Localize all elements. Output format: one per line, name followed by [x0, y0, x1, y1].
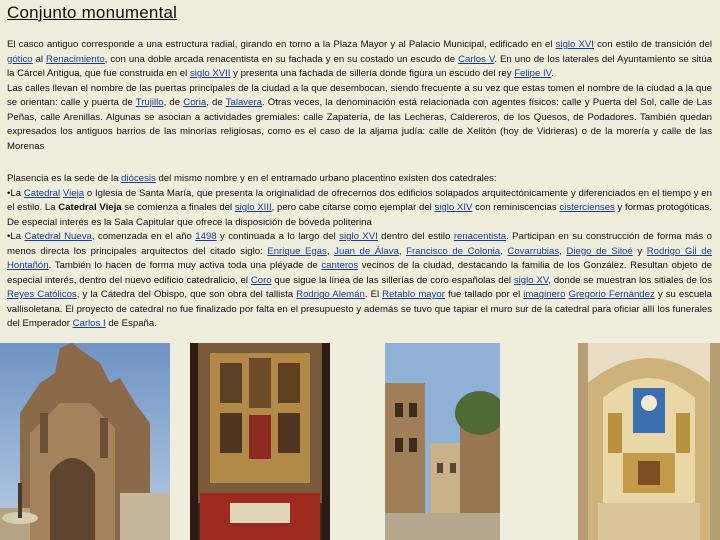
text: fue tallado por el: [444, 289, 524, 300]
text: El casco antiguo corresponde a una estructura radial, girando en torno a la Plaza Mayor y al Palacio Municipal, edificado en el: [7, 39, 556, 50]
link-siglo-xiii[interactable]: siglo XIII: [234, 202, 272, 213]
text: vecinos de la ciudad, destacando la familia de los González. Resultan objeto de especial interés, dentro del nuevo edificio catedralicio, el: [7, 260, 712, 286]
text: con estilo de transición del: [593, 39, 712, 50]
text: Las calles llevan el nombre de las puertas principales de la ciudad a la que desembocan, siendo frecuente a su vez que estas tomen el nombre de la ciudad a la que se orientan: calle y puerta de: [7, 82, 712, 108]
link-siglo-xvi-2[interactable]: siglo XVI: [339, 231, 378, 242]
link-renacimiento[interactable]: Renacimiento: [46, 53, 105, 65]
link-siglo-xv[interactable]: siglo XV: [513, 274, 549, 286]
text: ,: [398, 245, 407, 257]
text: ,: [500, 245, 508, 257]
link-felipe-iv[interactable]: Felipe IV: [514, 68, 552, 79]
baroque-altarpiece-photo: [578, 343, 720, 540]
link-covarrubias[interactable]: Covarrubias: [507, 245, 560, 257]
link-gregorio-fernandez[interactable]: Gregorio Fernández: [568, 289, 655, 300]
link-carlos-i[interactable]: Carlos I: [72, 318, 106, 329]
text: , de: [163, 97, 184, 108]
link-diego-de-siloe[interactable]: Diego de Siloé: [566, 245, 633, 257]
text: y continuada a lo largo del: [216, 231, 340, 242]
text: ,: [559, 245, 567, 257]
text: y su escuela vallisoletana. El proyecto de catedral no fue finalizado por falta en el presupuesto y además se tuvo que tapiar el muro sur de la catedral para oficiar allí los funerales del Emperador: [7, 289, 712, 329]
link-enrique-egas[interactable]: Enrique Egas: [267, 245, 327, 257]
link-coro[interactable]: Coro: [250, 274, 272, 286]
text: dentro del estilo: [377, 231, 454, 242]
text: se comienza a finales del: [121, 202, 235, 213]
text: , comenzada en el año: [91, 231, 196, 242]
link-canteros[interactable]: canteros: [321, 260, 359, 271]
text: . En uno de los laterales del Ayuntamiento se sitúa la Cárcel Antigua, que fue construida en el: [7, 53, 712, 79]
link-rodrigo-aleman[interactable]: Rodrigo Alemán: [296, 289, 365, 300]
text: .: [551, 68, 554, 79]
town-square-photo: [385, 343, 500, 540]
text: . También lo hacen de forma muy activa toda una pléyade de: [48, 260, 322, 271]
paragraph-plaza-mayor: [7, 38, 712, 82]
link-imaginero[interactable]: imaginero: [523, 289, 566, 300]
text: con reminiscencias: [472, 202, 560, 213]
paragraph-calles: [7, 82, 712, 155]
cathedral-facade-photo: [0, 343, 170, 540]
link-francisco-de-colonia[interactable]: Francisco de Colonia: [406, 245, 501, 257]
text: , y la Cátedra del Obispo, que son obra del tallista: [76, 289, 297, 300]
text: , pero cabe citarse como ejemplar del: [271, 202, 435, 213]
link-catedral[interactable]: Catedral: [23, 187, 61, 199]
bold-catedral-vieja: Catedral Vieja: [58, 202, 122, 213]
text: . El: [364, 289, 383, 300]
text-block-catedrales: [7, 172, 712, 332]
text: , de: [206, 97, 226, 108]
link-cistercienses[interactable]: cistercienses: [559, 202, 615, 213]
text: y presenta una fachada de sillería donde figura un escudo del rey: [230, 68, 515, 79]
text: al: [32, 53, 47, 65]
link-catedral-nueva[interactable]: Catedral Nueva: [24, 231, 92, 242]
text: que sigue la línea de las sillerías de coro españolas del: [271, 274, 514, 286]
link-siglo-xvi[interactable]: siglo XVI: [555, 39, 594, 50]
text: , donde se muestran los sitiales de los: [548, 274, 713, 286]
link-diocesis[interactable]: diócesis: [121, 173, 156, 184]
text: de España.: [105, 318, 157, 329]
link-juan-de-alava[interactable]: Juan de Álava: [334, 245, 399, 257]
text: y formas protogóticas. De especial interés es la Sala Capitular que ofrece la disposición de bóveda politerina: [7, 202, 712, 228]
text: , con una doble arcada renacentista en su fachada y en su costado un escudo de: [104, 53, 459, 65]
link-carlos-v[interactable]: Carlos V: [458, 53, 495, 65]
text: •La: [7, 187, 24, 199]
link-talavera[interactable]: Talavera: [225, 97, 262, 108]
text: . Participan en su construcción de forma más o menos directa los principales arquitectos del citado siglo:: [7, 231, 712, 257]
link-coria[interactable]: Coria: [183, 97, 207, 108]
link-1498[interactable]: 1498: [195, 231, 217, 242]
page-title: Conjunto monumental: [7, 3, 178, 22]
text: del mismo nombre y en el entramado urbano placentino existen dos catedrales:: [155, 173, 497, 184]
link-siglo-xiv[interactable]: siglo XIV: [434, 202, 473, 213]
text: o Iglesia de Santa María, que presenta la originalidad de ofrecernos dos edificios solapados arquitectónicamente y diferenciados en el tiempo y en el estilo. La: [7, 187, 712, 213]
text: •La: [7, 231, 25, 242]
link-gotico[interactable]: gótico: [7, 53, 33, 65]
link-reyes-catolicos[interactable]: Reyes Católicos: [7, 289, 77, 300]
paragraph-diocesis: [7, 172, 712, 187]
link-renacentista[interactable]: renacentista: [453, 231, 507, 242]
text: Plasencia es la sede de la: [7, 173, 122, 184]
text: ,: [326, 245, 335, 257]
cathedral-altar-photo: [190, 343, 330, 540]
text-block-top: [7, 38, 712, 154]
paragraph-catedral-vieja: [7, 187, 712, 231]
text: y: [632, 245, 647, 257]
link-trujillo[interactable]: Trujillo: [135, 97, 164, 108]
link-vieja[interactable]: Vieja: [62, 187, 85, 199]
link-siglo-xvii[interactable]: siglo XVII: [189, 68, 231, 79]
paragraph-catedral-nueva: [7, 230, 712, 332]
photo-strip: [0, 343, 720, 540]
link-rodrigo-gil-de-hontanon[interactable]: Rodrigo Gil de Hontañón: [7, 245, 712, 271]
link-retablo-mayor[interactable]: Retablo mayor: [382, 289, 445, 300]
text: . Otras veces, la denominación está relacionada con agentes físicos: calle y Puerta del Sol, calle de Las Peñas, calle Arenillas. Algunas se asocian a actividades gremiales: calle Zapatería, de las Lecheras, Caldereros, de los Quesos, de Podadores. También quedan expresados los antiguos barrios de las minorías religiosas, como es el caso de la aljama judía: calle de Xelitón (hoy de Vidrieras) o de la morería y calle de las Morenas: [7, 97, 713, 152]
